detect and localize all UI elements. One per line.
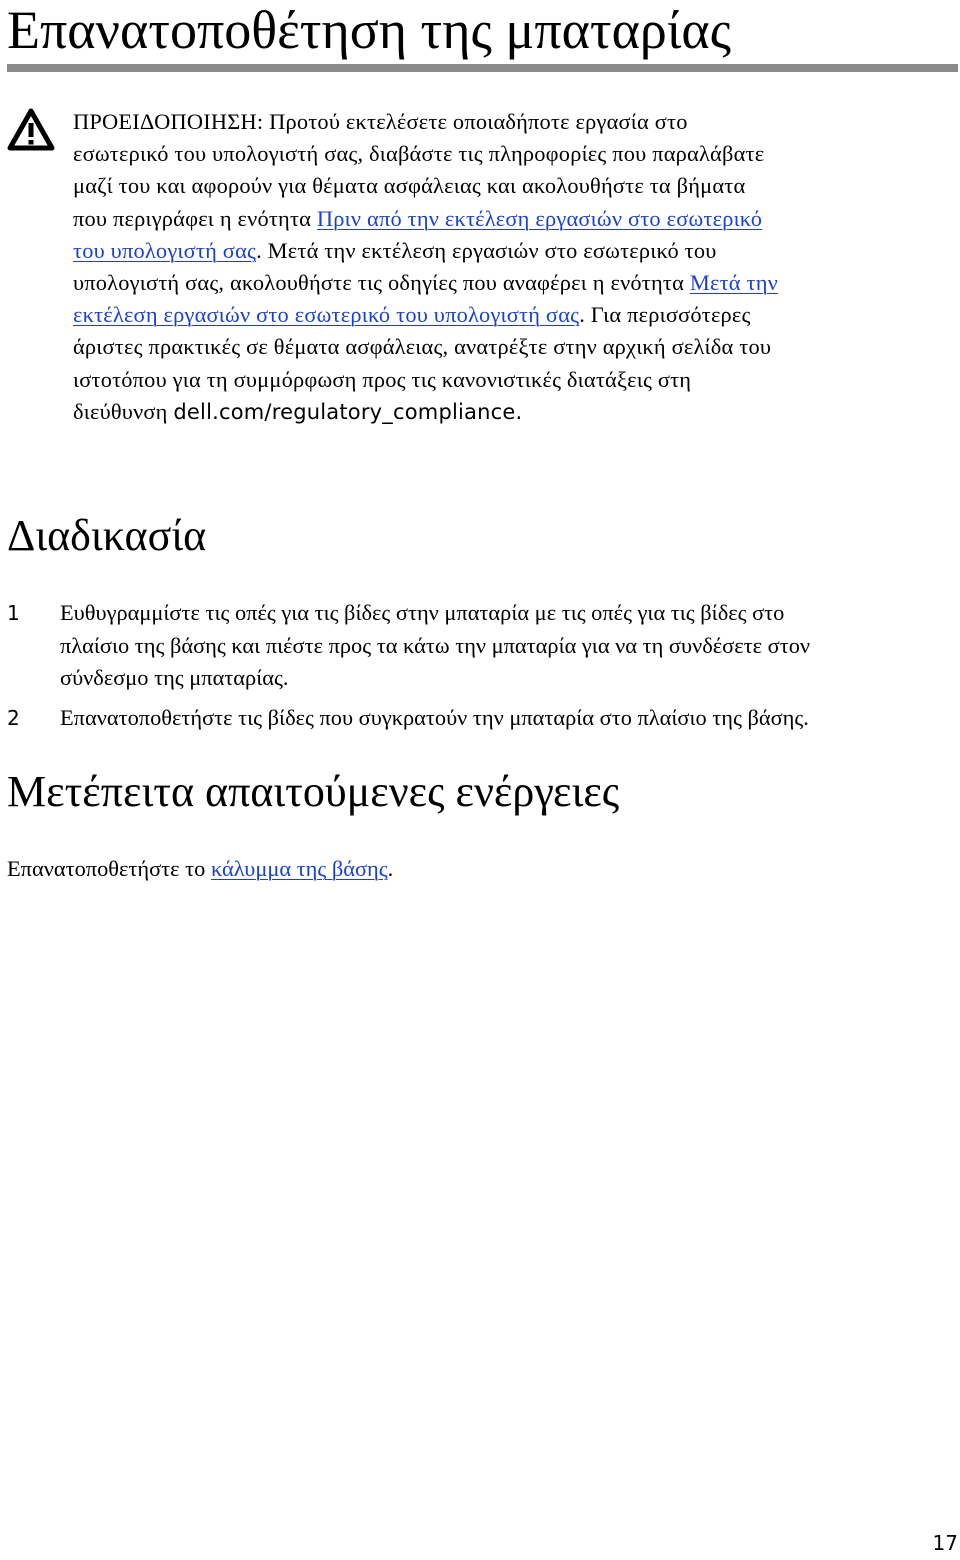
title-divider xyxy=(7,64,958,72)
warning-text: Προτού εκτελέσετε οποιαδήποτε εργασία στο xyxy=(269,109,688,134)
page-number: 17 xyxy=(932,1531,958,1555)
warning-text: μαζί του και αφορούν για θέματα ασφάλειας και ακολουθήστε τα βήματα xyxy=(73,173,746,199)
warning-text: ιστοτόπου για τη συμμόρφωση προς τις κανονιστικές διατάξεις στη xyxy=(73,366,692,392)
warning-triangle-icon xyxy=(7,108,55,152)
page-title: Επανατοποθέτηση της μπαταρίας xyxy=(7,0,732,60)
step-text-line: Επανατοποθετήστε τις βίδες που συγκρατούν την μπαταρία στο πλαίσιο της βάσης. xyxy=(60,705,809,730)
warning-text: εσωτερικό του υπολογιστή σας, διαβάστε τις πληροφορίες που παραλάβατε xyxy=(73,141,765,167)
step-text xyxy=(60,597,960,695)
post-text-after: . xyxy=(387,856,394,881)
link-before-working-inside[interactable]: Πριν από την εκτέλεση εργασιών στο εσωτερικό xyxy=(316,205,763,231)
step-text xyxy=(60,702,960,735)
section-heading-procedure: Διαδικασία xyxy=(7,511,207,560)
warning-text: υπολογιστή σας, ακολουθήστε τις οδηγίες που αναφέρει η ενότητα xyxy=(73,270,685,296)
step-number: 1 xyxy=(7,601,20,625)
link-after-working-inside[interactable]: Μετά την xyxy=(689,270,778,296)
link-after-working-inside-cont[interactable]: εκτέλεση εργασιών στο εσωτερικό του υπολογιστή σας xyxy=(73,302,580,328)
post-requisites-text xyxy=(7,853,393,885)
warning-text: . Για περισσότερες xyxy=(579,302,751,328)
warning-text: που περιγράφει η ενότητα xyxy=(73,205,312,231)
post-text-before: Επανατοποθετήστε το xyxy=(7,856,206,881)
warning-text: άριστες πρακτικές σε θέματα ασφάλειας, ανατρέξτε στην αρχική σελίδα του xyxy=(73,334,772,360)
link-base-cover[interactable]: κάλυμμα της βάσης xyxy=(210,856,388,881)
regulatory-url: dell.com/regulatory_compliance. xyxy=(173,399,523,424)
step-text-line: πλαίσιο της βάσης και πιέστε προς τα κάτω την μπαταρία για να τη συνδέσετε στον xyxy=(60,632,811,658)
warning-label: ΠΡΟΕΙΔΟΠΟΙΗΣΗ: xyxy=(73,109,264,134)
warning-notice xyxy=(73,106,958,428)
step-text-line: σύνδεσμο της μπαταρίας. xyxy=(60,665,289,690)
link-before-working-inside-cont[interactable]: του υπολογιστή σας xyxy=(73,237,257,263)
warning-text: . Μετά την εκτέλεση εργασιών στο εσωτερικό του xyxy=(256,237,717,263)
section-heading-post-requisites: Μετέπειτα απαιτούμενες ενέργειες xyxy=(7,767,620,816)
step-text-line: Ευθυγραμμίστε τις οπές για τις βίδες στην μπαταρία με τις οπές για τις βίδες στο xyxy=(60,600,785,625)
warning-text: διεύθυνση xyxy=(73,398,168,424)
step-number: 2 xyxy=(7,706,20,730)
